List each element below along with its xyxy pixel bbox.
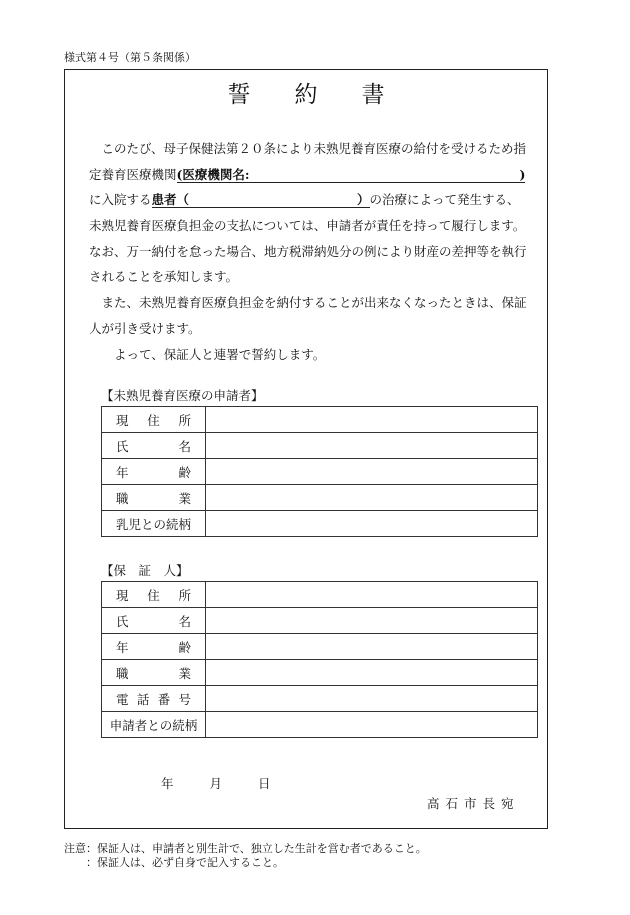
pledge-form-frame [64, 69, 548, 829]
date-line[interactable] [161, 776, 270, 792]
guarantor-occupation-label: 職業 [102, 660, 206, 686]
table-row [102, 433, 538, 459]
date-month-label: 月 [209, 776, 222, 791]
applicant-name-input[interactable] [206, 433, 538, 459]
guarantor-address-label: 現住所 [102, 582, 206, 608]
institution-name-field[interactable] [177, 167, 526, 183]
table-row [102, 459, 538, 485]
admitted-text: に入院する [89, 192, 152, 207]
guarantor-age-label: 年齢 [102, 634, 206, 660]
paragraph-2-line-1: また、未熟児養育医療負担金を納付することが出来なくなったときは、保証 [101, 295, 527, 310]
guarantor-relationship-input[interactable] [206, 712, 538, 738]
guarantor-relationship-label: 申請者との続柄 [102, 712, 206, 738]
paragraph-3-line-1: よって、保証人と連署で誓約します。 [114, 347, 326, 362]
table-row [102, 407, 538, 433]
applicant-occupation-label: 職業 [102, 485, 206, 511]
applicant-relationship-label: 乳児との続柄 [102, 511, 206, 537]
applicant-age-input[interactable] [206, 459, 538, 485]
title-char-2: 約 [294, 82, 318, 108]
paragraph-1-line-1: このたび、母子保健法第２０条により未熟児養育医療の給付を受けるため指 [101, 141, 527, 156]
applicant-relationship-input[interactable] [206, 511, 538, 537]
title-char-3: 書 [361, 82, 385, 108]
paragraph-2-line-2: 人が引き受けます。 [89, 321, 201, 336]
note-line-2: ：保証人は、必ず自身で記入すること。 [64, 856, 284, 869]
date-year-label: 年 [161, 776, 174, 791]
guarantor-name-input[interactable] [206, 608, 538, 634]
document-title [65, 80, 547, 110]
patient-name-field[interactable] [152, 192, 370, 208]
guarantor-occupation-input[interactable] [206, 660, 538, 686]
applicant-section-heading: 【未熟児養育医療の申請者】 [101, 388, 264, 403]
addressee: 高石市長宛 [427, 796, 520, 811]
patient-field-close: ） [357, 192, 370, 207]
treatment-text: の治療によって発生する、 [369, 192, 520, 207]
applicant-address-label: 現住所 [102, 407, 206, 433]
table-row [102, 582, 538, 608]
guarantor-address-input[interactable] [206, 582, 538, 608]
paragraph-1-line-5: なお、万一納付を怠った場合、地方税滞納処分の例により財産の差押等を執行 [89, 244, 527, 259]
table-row [102, 485, 538, 511]
paragraph-1-line-3 [89, 192, 533, 208]
title-char-1: 誓 [227, 82, 251, 108]
form-number-label: 様式第４号（第５条関係） [64, 51, 196, 64]
table-row [102, 712, 538, 738]
paragraph-1-line-2 [89, 167, 533, 183]
guarantor-table [101, 581, 538, 738]
applicant-age-label: 年齢 [102, 459, 206, 485]
table-row [102, 511, 538, 537]
table-row [102, 608, 538, 634]
table-row [102, 660, 538, 686]
institution-name-close: ) [519, 167, 526, 182]
patient-label: 患者（ [151, 192, 190, 207]
applicant-name-label: 氏名 [102, 433, 206, 459]
institution-name-label: (医療機関名: [176, 167, 250, 182]
applicant-table [101, 406, 538, 537]
paragraph-1-line-4: 未熟児養育医療負担金の支払については、申請者が責任を持って履行します。 [89, 218, 526, 233]
paragraph-1-line-6: されることを承知します。 [89, 269, 239, 284]
designated-institution-text: 定養育医療機関 [89, 167, 177, 182]
guarantor-phone-input[interactable] [206, 686, 538, 712]
guarantor-name-label: 氏名 [102, 608, 206, 634]
guarantor-section-heading: 【保 証 人】 [101, 563, 189, 578]
table-row [102, 634, 538, 660]
guarantor-phone-label: 電話番号 [102, 686, 206, 712]
guarantor-age-input[interactable] [206, 634, 538, 660]
table-row [102, 686, 538, 712]
applicant-occupation-input[interactable] [206, 485, 538, 511]
date-day-label: 日 [257, 776, 271, 791]
applicant-address-input[interactable] [206, 407, 538, 433]
note-line-1: 注意：保証人は、申請者と別生計で、独立した生計を営む者であること。 [64, 842, 427, 855]
